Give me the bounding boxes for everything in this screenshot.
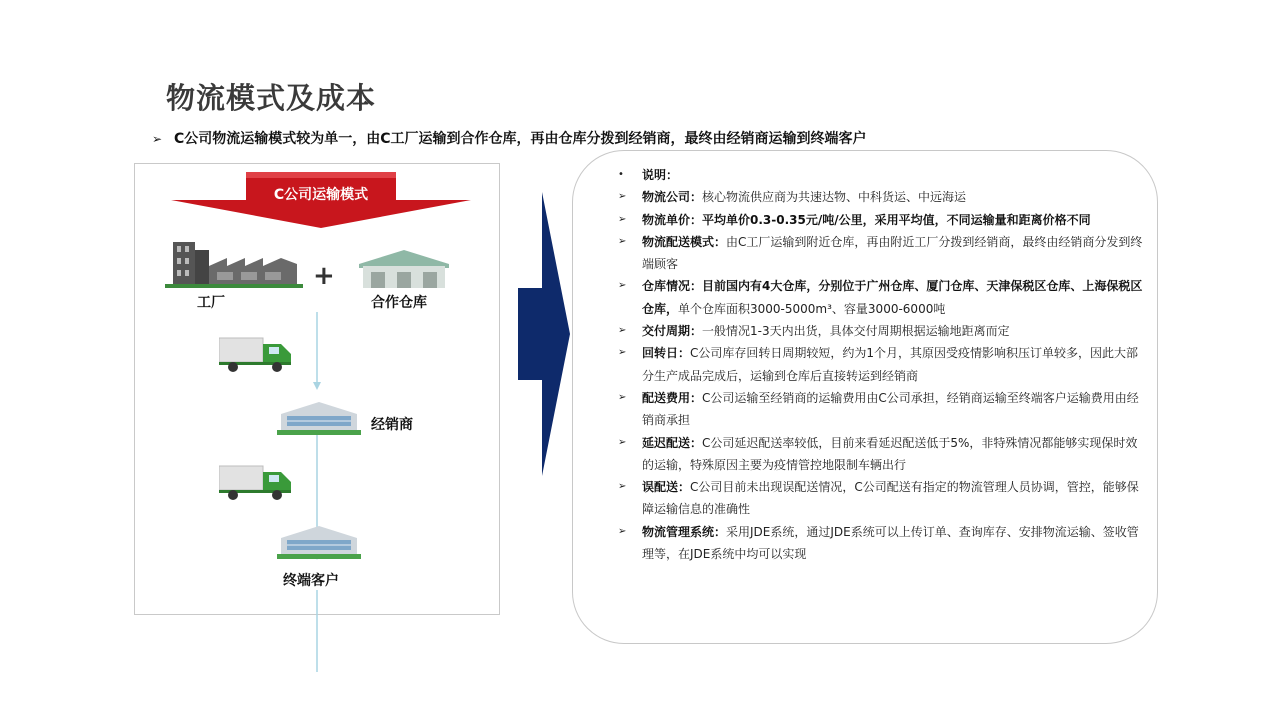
notes-list — [616, 164, 1146, 565]
dealer-label: 经销商 — [371, 417, 413, 433]
customer-label: 终端客户 — [283, 573, 339, 589]
banner-title: C公司运输模式 — [273, 187, 369, 203]
list-item: ➢ 仓库情况：目前国内有4大仓库，分别位于广州仓库、厦门仓库、天津保税区仓库、上海保税区仓库，单个仓库面积3000-5000m³、容量3000-6000吨 — [616, 275, 1146, 320]
list-item: ➢ 配送费用：C公司运输至经销商的运输费用由C公司承担，经销商运输至终端客户运输费用由经销商承担 — [616, 387, 1146, 432]
factory-icon — [165, 236, 303, 290]
list-item: ➢ 交付周期：一般情况1-3天内出货，具体交付周期根据运输地距离而定 — [616, 320, 1146, 342]
page-title: 物流模式及成本 — [166, 81, 377, 115]
arrow-bullet-icon: ➢ — [618, 481, 627, 493]
subtitle-text: C公司物流运输模式较为单一，由C工厂运输到合作仓库，再由仓库分拨到经销商，最终由经销商运输到终端客户 — [174, 131, 867, 147]
list-item: ➢ 回转日：C公司库存回转日周期较短，约为1个月，其原因受疫情影响积压订单较多，因此大部分生产成品完成后，运输到仓库后直接转运到经销商 — [616, 342, 1146, 387]
subtitle — [152, 128, 867, 148]
warehouse-icon — [359, 250, 449, 290]
arrow-bullet-icon: ➢ — [618, 213, 627, 225]
truck-icon — [219, 334, 295, 374]
arrow-bullet-icon: ➢ — [618, 525, 627, 537]
flow-connector — [311, 312, 323, 702]
list-item: ➢ 物流公司：核心物流供应商为共速达物、中科货运、中远海运 — [616, 186, 1146, 208]
arrow-bullet-icon: ➢ — [618, 391, 627, 403]
arrow-bullet-icon: ➢ — [618, 325, 627, 337]
transport-mode-diagram — [134, 163, 500, 615]
arrow-bullet-icon: ➢ — [618, 347, 627, 359]
truck-icon — [219, 462, 295, 502]
arrow-bullet-icon: ➢ — [618, 235, 627, 247]
big-arrow-shape — [518, 192, 570, 476]
plus-sign: + — [313, 261, 335, 291]
list-item: ➢ 物流单价：平均单价0.3-0.35元/吨/公里，采用平均值，不同运输量和距离价格不同 — [616, 209, 1146, 231]
factory-label: 工厂 — [197, 295, 225, 311]
warehouse-label: 合作仓库 — [371, 295, 427, 311]
arrow-bullet-icon: ➢ — [152, 132, 163, 146]
dot-bullet-icon: • — [618, 169, 624, 180]
notes-header: • 说明： — [616, 164, 1146, 186]
arrow-bullet-icon: ➢ — [618, 191, 627, 203]
dealer-building-icon — [277, 400, 361, 436]
customer-building-icon — [277, 524, 361, 560]
list-item: ➢ 误配送：C公司目前未出现误配送情况，C公司配送有指定的物流管理人员协调，管控，能够保障运输信息的准确性 — [616, 476, 1146, 521]
arrow-bullet-icon: ➢ — [618, 280, 627, 292]
list-item: ➢ 延迟配送：C公司延迟配送率较低，目前来看延迟配送低于5%，非特殊情况都能够实现保时效的运输，特殊原因主要为疫情管控地限制车辆出行 — [616, 432, 1146, 477]
list-item: ➢ 物流配送模式：由C工厂运输到附近仓库，再由附近工厂分拨到经销商，最终由经销商分发到终端顾客 — [616, 231, 1146, 276]
arrow-bullet-icon: ➢ — [618, 436, 627, 448]
list-item: ➢ 物流管理系统：采用JDE系统，通过JDE系统可以上传订单、查询库存、安排物流运输、签收管理等，在JDE系统中均可以实现 — [616, 521, 1146, 566]
